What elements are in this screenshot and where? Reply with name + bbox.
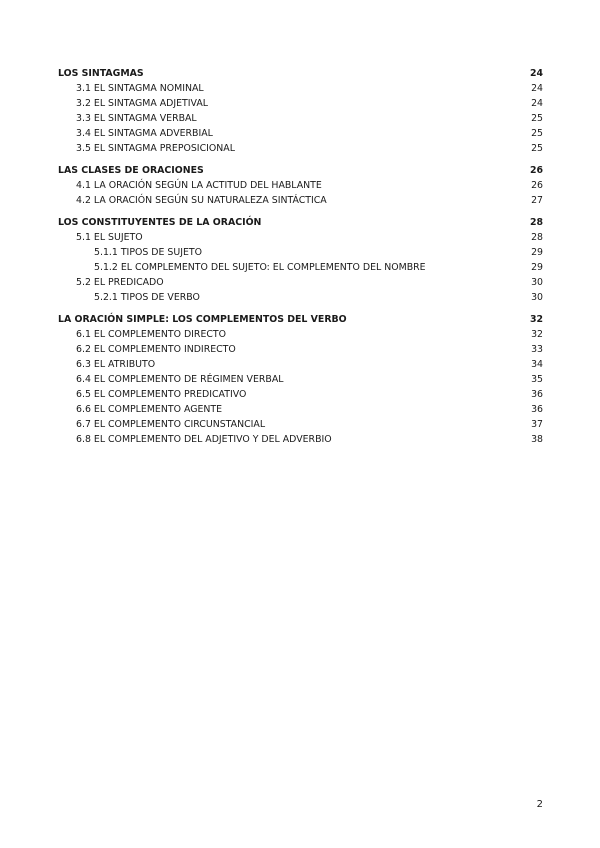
- toc-entry[interactable]: [58, 342, 543, 357]
- toc-entry-title: 3.3 EL SINTAGMA VERBAL: [76, 113, 197, 124]
- toc-entry-page: 24: [531, 98, 543, 109]
- toc-entry-title: 5.1.2 EL COMPLEMENTO DEL SUJETO: EL COMPLEMENTO DEL NOMBRE: [94, 262, 426, 273]
- toc-entry[interactable]: [58, 387, 543, 402]
- toc-entry[interactable]: [58, 402, 543, 417]
- toc-entry-title: 6.2 EL COMPLEMENTO INDIRECTO: [76, 344, 236, 355]
- toc-entry-title: LAS CLASES DE ORACIONES: [58, 165, 204, 176]
- toc-entry-title: LA ORACIÓN SIMPLE: LOS COMPLEMENTOS DEL VERBO: [58, 314, 347, 325]
- toc-entry-title: 3.2 EL SINTAGMA ADJETIVAL: [76, 98, 208, 109]
- toc-entry-page: 24: [531, 83, 543, 94]
- toc-entry-title: 4.1 LA ORACIÓN SEGÚN LA ACTITUD DEL HABLANTE: [76, 180, 322, 191]
- toc-entry-title: LOS CONSTITUYENTES DE LA ORACIÓN: [58, 217, 262, 228]
- toc-entry[interactable]: [58, 290, 543, 305]
- table-of-contents: [58, 66, 543, 447]
- toc-entry[interactable]: [58, 178, 543, 193]
- toc-entry-page: 29: [531, 247, 543, 258]
- toc-entry-title: 5.1.1 TIPOS DE SUJETO: [94, 247, 203, 258]
- toc-entry-page: 28: [529, 217, 543, 228]
- toc-entry-title: 5.2.1 TIPOS DE VERBO: [94, 292, 200, 303]
- toc-entry[interactable]: [58, 372, 543, 387]
- toc-entry-page: 38: [531, 434, 543, 445]
- toc-section-heading[interactable]: [58, 312, 543, 327]
- toc-entry-title: 5.1 EL SUJETO: [76, 232, 143, 243]
- toc-entry-page: 25: [531, 113, 543, 124]
- toc-section-heading[interactable]: [58, 163, 543, 178]
- toc-entry-title: 6.4 EL COMPLEMENTO DE RÉGIMEN VERBAL: [76, 374, 284, 385]
- toc-entry-title: 3.5 EL SINTAGMA PREPOSICIONAL: [76, 143, 235, 154]
- toc-entry-page: 26: [529, 165, 543, 176]
- toc-entry-title: 6.8 EL COMPLEMENTO DEL ADJETIVO Y DEL ADVERBIO: [76, 434, 332, 445]
- toc-section-heading[interactable]: [58, 66, 543, 81]
- toc-entry-page: 28: [531, 232, 543, 243]
- page-number: 2: [536, 799, 543, 810]
- toc-entry-title: 6.6 EL COMPLEMENTO AGENTE: [76, 404, 223, 415]
- toc-entry-title: 5.2 EL PREDICADO: [76, 277, 164, 288]
- toc-entry-page: 36: [531, 404, 543, 415]
- toc-entry-title: 3.1 EL SINTAGMA NOMINAL: [76, 83, 204, 94]
- toc-entry-page: 35: [531, 374, 543, 385]
- toc-section-heading[interactable]: [58, 215, 543, 230]
- toc-entry-title: 6.1 EL COMPLEMENTO DIRECTO: [76, 329, 227, 340]
- toc-entry-page: 29: [531, 262, 543, 273]
- toc-entry-page: 37: [531, 419, 543, 430]
- toc-entry[interactable]: [58, 111, 543, 126]
- toc-entry[interactable]: [58, 417, 543, 432]
- toc-entry[interactable]: [58, 432, 543, 447]
- toc-entry[interactable]: [58, 96, 543, 111]
- toc-entry-title: 3.4 EL SINTAGMA ADVERBIAL: [76, 128, 213, 139]
- toc-entry-title: 6.7 EL COMPLEMENTO CIRCUNSTANCIAL: [76, 419, 266, 430]
- toc-entry-page: 27: [531, 195, 543, 206]
- toc-entry-page: 32: [531, 329, 543, 340]
- toc-entry-page: 25: [531, 128, 543, 139]
- toc-entry-page: 34: [531, 359, 543, 370]
- toc-entry[interactable]: [58, 357, 543, 372]
- toc-entry-title: 6.5 EL COMPLEMENTO PREDICATIVO: [76, 389, 247, 400]
- toc-entry[interactable]: [58, 141, 543, 156]
- toc-entry-title: LOS SINTAGMAS: [58, 68, 144, 79]
- toc-entry-title: 6.3 EL ATRIBUTO: [76, 359, 156, 370]
- toc-entry[interactable]: [58, 260, 543, 275]
- toc-entry-page: 33: [531, 344, 543, 355]
- toc-entry[interactable]: [58, 126, 543, 141]
- toc-entry[interactable]: [58, 327, 543, 342]
- toc-entry[interactable]: [58, 81, 543, 96]
- toc-entry-page: 26: [531, 180, 543, 191]
- toc-entry-page: 30: [531, 292, 543, 303]
- toc-entry-title: 4.2 LA ORACIÓN SEGÚN SU NATURALEZA SINTÁCTICA: [76, 195, 327, 206]
- toc-entry-page: 32: [529, 314, 543, 325]
- toc-entry[interactable]: [58, 275, 543, 290]
- toc-entry-page: 36: [531, 389, 543, 400]
- toc-entry-page: 24: [529, 68, 543, 79]
- toc-entry[interactable]: [58, 230, 543, 245]
- toc-entry-page: 30: [531, 277, 543, 288]
- toc-entry[interactable]: [58, 193, 543, 208]
- toc-entry[interactable]: [58, 245, 543, 260]
- toc-entry-page: 25: [531, 143, 543, 154]
